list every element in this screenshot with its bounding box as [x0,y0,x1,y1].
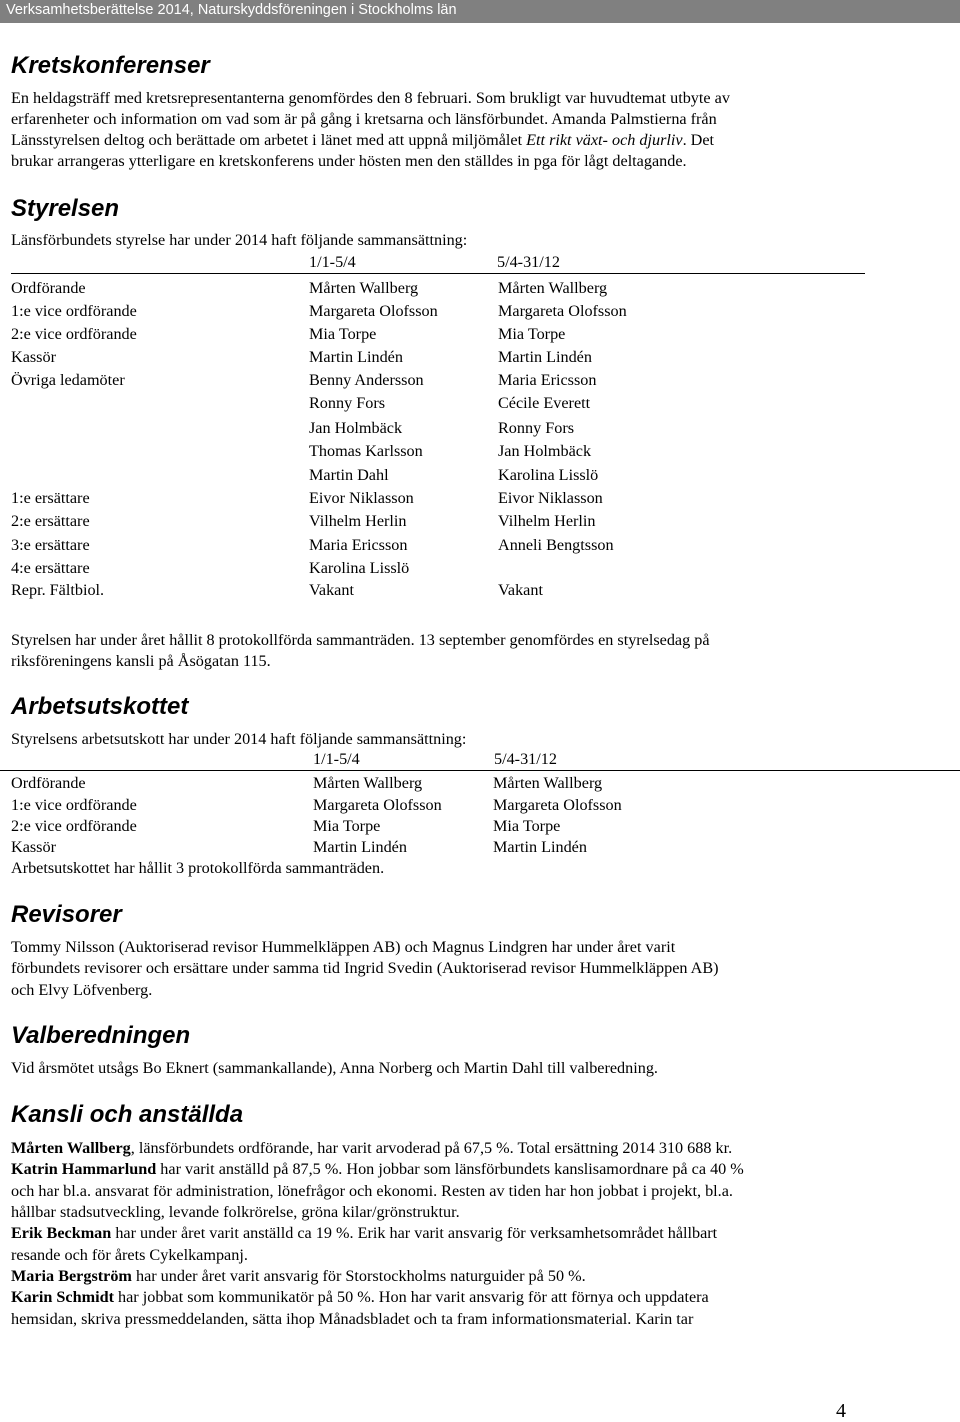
kansli-employee-name: Maria Bergström [11,1267,132,1285]
styrelsen-table-cell-r1-c2: Margareta Olofsson [498,302,627,320]
kansli-line-text: har under året varit ansvarig för Storstockholms naturguider på 50 %. [131,1267,586,1285]
styrelsen-table-cell-r5-c2: Cécile Everett [498,394,591,412]
kretskonferenser-line-2: erfarenheter och information om vad som är på gång i kretsarna och länsförbundet. Amanda Palmstierna från [11,110,717,128]
styrelsen-table-cell-r6-c1: Jan Holmbäck [309,419,403,437]
styrelsen-after-line-1: Styrelsen har under året hållit 8 protokollförda sammanträden. 13 september genomfördes en styrelsedag på [11,631,710,649]
kretskonferenser-line-4: brukar arrangeras ytterligare en kretskonferens under hösten men den ställdes in pga för lågt deltagande. [11,152,687,170]
kansli-line-text: resande och för årets Cykelkampanj. [11,1246,248,1264]
styrelsen-after-line-2: riksföreningens kansli på Åsögatan 115. [11,652,271,670]
au-table-cell-r2-c1: Mia Torpe [313,817,381,835]
kansli-line-text: hållbar stadsutveckling, levande folkrörelse, gröna kilar/grönstruktur. [11,1203,460,1221]
kansli-line-5 [11,1223,717,1244]
arbetsutskottet-header-rule [0,770,960,771]
kretskonferenser-line-3: Länsstyrelsen deltog och berättade om arbetet i länet med att uppnå miljömålet Ett rikt växt- och djurliv. Det [11,131,715,149]
styrelsen-table-cell-r12-c0: 4:e ersättare [11,559,90,577]
styrelsen-table-cell-r4-c0: Övriga ledamöter [11,371,125,389]
kansli-line-8 [11,1287,709,1308]
heading-styrelsen: Styrelsen [11,195,120,222]
au-table-cell-r3-c1: Martin Lindén [313,838,407,856]
page-number: 4 [836,1400,846,1422]
styrelsen-table-cell-r10-c0: 2:e ersättare [11,512,90,530]
arbetsutskottet-col-header-2: 5/4-31/12 [494,750,557,768]
kansli-employee-name: Erik Beckman [11,1224,112,1242]
au-table-cell-r0-c1: Mårten Wallberg [313,774,423,792]
kansli-line-text: hemsidan, skriva pressmeddelanden, sätta ihop Månadsbladet och ta fram informationsmaterial. Karin tar [11,1310,694,1328]
kansli-employee-name: Karin Schmidt [11,1288,114,1306]
styrelsen-table-cell-r7-c1: Thomas Karlsson [309,442,423,460]
styrelsen-table-cell-r13-c1: Vakant [309,581,354,599]
revisorer-line-1: Tommy Nilsson (Auktoriserad revisor Hummelkläppen AB) och Magnus Lindgren har under året varit [11,938,676,956]
au-table-cell-r2-c2: Mia Torpe [493,817,561,835]
au-table-cell-r0-c2: Mårten Wallberg [493,774,603,792]
styrelsen-table-cell-r7-c2: Jan Holmbäck [498,442,592,460]
au-table-cell-r2-c0: 2:e vice ordförande [11,817,137,835]
styrelsen-table-cell-r10-c1: Vilhelm Herlin [309,512,407,530]
heading-revisorer: Revisorer [11,901,122,928]
styrelsen-table-cell-r9-c0: 1:e ersättare [11,489,90,507]
styrelsen-table-cell-r0-c2: Mårten Wallberg [498,279,608,297]
kansli-line-7 [11,1266,586,1287]
kansli-line-4 [11,1202,460,1223]
styrelsen-table-cell-r13-c2: Vakant [498,581,543,599]
styrelsen-table-cell-r8-c2: Karolina Lisslö [498,466,599,484]
running-header-text: Verksamhetsberättelse 2014, Naturskyddsföreningen i Stockholms län [6,2,457,18]
styrelsen-col-header-2: 5/4-31/12 [497,253,560,271]
styrelsen-table-cell-r4-c2: Maria Ericsson [498,371,597,389]
styrelsen-table-cell-r1-c1: Margareta Olofsson [309,302,438,320]
styrelsen-table-cell-r2-c1: Mia Torpe [309,325,377,343]
au-table-cell-r3-c0: Kassör [11,838,56,856]
styrelsen-table-cell-r12-c1: Karolina Lisslö [309,559,410,577]
au-table-cell-r1-c0: 1:e vice ordförande [11,796,137,814]
revisorer-line-2: förbundets revisorer och ersättare under samma tid Ingrid Svedin (Auktoriserad revisor Hummelkläppen AB) [11,959,719,977]
kansli-line-2 [11,1159,744,1180]
heading-kansli: Kansli och anställda [11,1101,244,1128]
miljomal-italic: Ett rikt växt- och djurliv [526,131,683,149]
au-table-cell-r0-c0: Ordförande [11,774,86,792]
styrelsen-table-cell-r4-c1: Benny Andersson [309,371,424,389]
kansli-employee-name: Mårten Wallberg [11,1139,131,1157]
styrelsen-table-cell-r8-c1: Martin Dahl [309,466,389,484]
styrelsen-table-cell-r3-c2: Martin Lindén [498,348,592,366]
kretskonferenser-line-1: En heldagsträff med kretsrepresentanterna genomfördes den 8 februari. Som brukligt var huvudtemat utbyte av [11,89,730,107]
kansli-line-text: har under året varit anställd ca 19 %. Erik har varit ansvarig för verksamhetsområdet hållbart [111,1224,718,1242]
au-table-cell-r3-c2: Martin Lindén [493,838,587,856]
heading-kretskonferenser: Kretskonferenser [11,52,210,79]
kansli-line-text: har jobbat som kommunikatör på 50 %. Hon har varit ansvarig för att förnya och uppdatera [113,1288,709,1306]
arbetsutskottet-col-header-1: 1/1-5/4 [313,750,360,768]
styrelsen-table-cell-r6-c2: Ronny Fors [498,419,575,437]
kansli-line-text: och har bl.a. ansvarat för administration, lönefrågor och ekonomi. Resten av tiden har hon jobbat i projekt, bl.a. [11,1182,733,1200]
kansli-line-3 [11,1181,733,1202]
running-header [0,0,960,23]
styrelsen-table-cell-r3-c0: Kassör [11,348,56,366]
arbetsutskottet-after: Arbetsutskottet har hållit 3 protokollförda sammanträden. [11,859,385,877]
arbetsutskottet-intro: Styrelsens arbetsutskott har under 2014 haft följande sammansättning: [11,730,467,748]
kansli-line-9 [11,1309,693,1330]
styrelsen-intro: Länsförbundets styrelse har under 2014 haft följande sammansättning: [11,231,468,249]
valberedningen-text: Vid årsmötet utsågs Bo Eknert (sammankallande), Anna Norberg och Martin Dahl till valberedning. [11,1059,658,1077]
kansli-line-text: , länsförbundets ordförande, har varit arvoderad på 67,5 %. Total ersättning 2014 310 688 kr. [130,1139,733,1157]
styrelsen-table-cell-r10-c2: Vilhelm Herlin [498,512,596,530]
styrelsen-table-cell-r0-c0: Ordförande [11,279,86,297]
kansli-line-1 [11,1138,732,1159]
styrelsen-table-cell-r13-c0: Repr. Fältbiol. [11,581,105,599]
styrelsen-table-cell-r2-c2: Mia Torpe [498,325,566,343]
au-table-cell-r1-c1: Margareta Olofsson [313,796,442,814]
styrelsen-table-cell-r9-c1: Eivor Niklasson [309,489,414,507]
styrelsen-col-header-1: 1/1-5/4 [309,253,356,271]
styrelsen-table-cell-r2-c0: 2:e vice ordförande [11,325,137,343]
styrelsen-table-cell-r5-c1: Ronny Fors [309,394,386,412]
styrelsen-table-cell-r0-c1: Mårten Wallberg [309,279,419,297]
au-table-cell-r1-c2: Margareta Olofsson [493,796,622,814]
styrelsen-table-cell-r11-c2: Anneli Bengtsson [498,536,614,554]
revisorer-line-3: och Elvy Löfvenberg. [11,981,153,999]
styrelsen-table-cell-r1-c0: 1:e vice ordförande [11,302,137,320]
kansli-employee-name: Katrin Hammarlund [11,1160,157,1178]
heading-valberedningen: Valberedningen [11,1022,191,1049]
styrelsen-table-cell-r11-c0: 3:e ersättare [11,536,90,554]
styrelsen-header-rule [11,273,865,274]
kansli-line-text: har varit anställd på 87,5 %. Hon jobbar som länsförbundets kanslisamordnare på ca 40 % [156,1160,744,1178]
kansli-line-6 [11,1245,248,1266]
heading-arbetsutskottet: Arbetsutskottet [11,693,189,720]
styrelsen-table-cell-r9-c2: Eivor Niklasson [498,489,603,507]
styrelsen-table-cell-r11-c1: Maria Ericsson [309,536,408,554]
styrelsen-table-cell-r3-c1: Martin Lindén [309,348,403,366]
